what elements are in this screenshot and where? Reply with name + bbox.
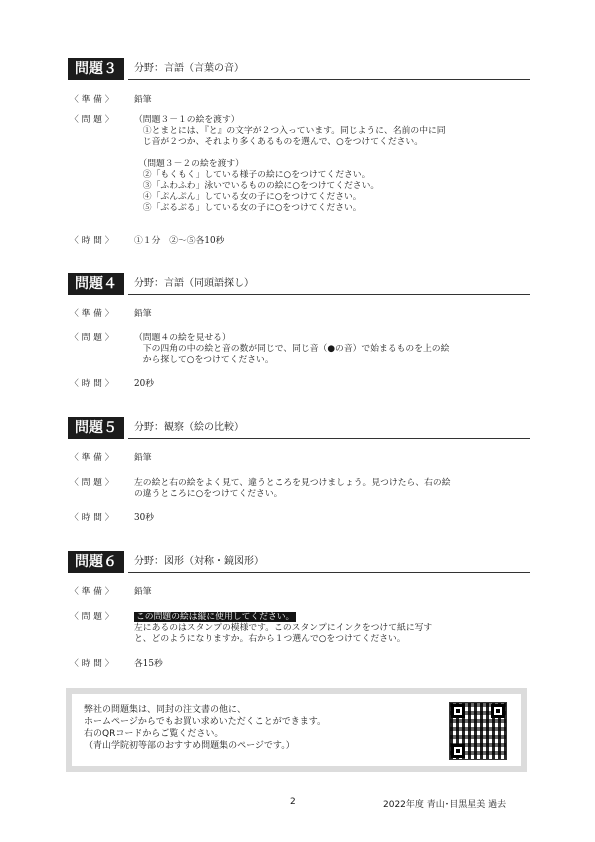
- highlight-instruction: この問題の絵は縦に使用してください。: [136, 612, 295, 622]
- problem-badge: 問題５: [68, 417, 124, 439]
- row-label: 〈 時 間 〉: [70, 513, 114, 523]
- field-label: 分野：観察（絵の比較）: [134, 422, 244, 433]
- row-label: 〈 準 備 〉: [70, 587, 114, 597]
- row-label: 〈 問 題 〉: [70, 612, 114, 622]
- row-value: この問題の絵は縦に使用してください。 左にあるのはスタンプの模様です。このスタンプにインクをつけて紙に写す と、どのようになりますか。右から１つ選んで○をつけてください。: [134, 612, 433, 644]
- problem-badge: 問題３: [68, 58, 124, 80]
- field-label: 分野：言語（同頭語探し）: [134, 278, 254, 289]
- section-header: [68, 417, 530, 439]
- header-divider: [128, 294, 530, 295]
- row-label: 〈 問 題 〉: [70, 333, 114, 343]
- section-header: [68, 551, 530, 573]
- footer-title: 2022年度 青山･目黒星美 過去: [383, 800, 507, 810]
- qr-code-icon[interactable]: [449, 702, 507, 760]
- field-label: 分野：言語（言葉の音）: [134, 63, 244, 74]
- problem-badge: 問題６: [68, 551, 124, 573]
- row-value: 左の絵と右の絵をよく見て、違うところを見つけましょう。見つけたら、右の絵 の違うところに○をつけてください。: [134, 478, 451, 499]
- section-problem-4: [68, 273, 530, 389]
- row-value: 各15秒: [134, 659, 163, 669]
- row-label: 〈 時 間 〉: [70, 379, 114, 389]
- field-label: 分野：図形（対称・鏡図形）: [134, 556, 264, 567]
- problem-badge: 問題４: [68, 273, 124, 295]
- notice-text: 弊社の問題集は、同封の注文書の他に、 ホームページからでもお買い求めいただくことができます。 右のQRコードからご覧ください。 （青山学院初等部のおすすめ問題集のページです。）: [84, 705, 327, 751]
- row-label: 〈 準 備 〉: [70, 309, 114, 319]
- row-value: 30秒: [134, 513, 154, 523]
- row-label: 〈 準 備 〉: [70, 95, 114, 105]
- row-value: 鉛筆: [134, 587, 152, 597]
- row-value: 鉛筆: [134, 95, 152, 105]
- notice-box: [66, 688, 527, 772]
- header-divider: [128, 79, 530, 80]
- page-number: 2: [290, 797, 296, 807]
- row-label: 〈 時 間 〉: [70, 659, 114, 669]
- row-value: 鉛筆: [134, 309, 152, 319]
- row-value: ①１分 ②～⑤各10秒: [134, 236, 225, 246]
- section-problem-6: [68, 551, 530, 669]
- section-header: [68, 58, 530, 80]
- row-value: 20秒: [134, 379, 154, 389]
- row-value: （問題４の絵を見せる） 下の四角の中の絵と音の数が同じで、同じ音（●の音）で始まるものを上の絵 から探して○をつけてください。: [134, 333, 450, 365]
- section-header: [68, 273, 530, 295]
- header-divider: [128, 438, 530, 439]
- section-problem-5: [68, 417, 530, 523]
- row-value: 鉛筆: [134, 453, 152, 463]
- notice-inner: [72, 694, 521, 766]
- row-value: （問題３－１の絵を渡す） ①とまとには、『と』の文字が２つ入っています。同じように、名前の中に同 じ音が２つか、それより多くあるものを選んで、○をつけてください。 （問題３－２の絵を渡す） ②「もくもく」している様子の絵に○をつけてください。 ③「ふわふわ」泳いでいるものの絵に○をつけてください。 ④「ぷんぷん」している女の子に○をつけてください。 ⑤「ぶるぶる」している女の子に○をつけてください。: [134, 115, 446, 213]
- row-label: 〈 時 間 〉: [70, 236, 114, 246]
- section-problem-3: [68, 58, 530, 246]
- row-label: 〈 準 備 〉: [70, 453, 114, 463]
- row-label: 〈 問 題 〉: [70, 115, 114, 125]
- row-label: 〈 問 題 〉: [70, 478, 114, 488]
- header-divider: [128, 572, 530, 573]
